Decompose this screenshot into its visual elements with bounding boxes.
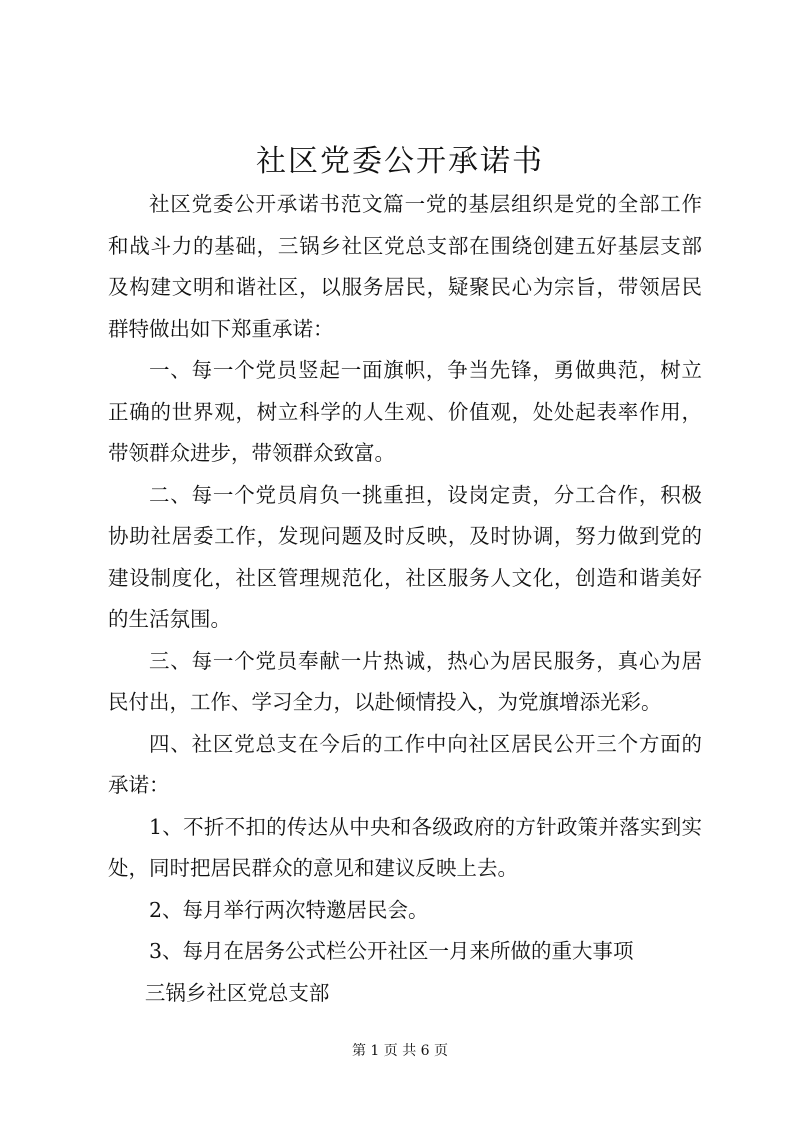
paragraph-item-4: 四、社区党总支在今后的工作中向社区居民公开三个方面的承诺： [108, 731, 702, 797]
paragraph-item-3: 三、每一个党员奉献一片热诚，热心为居民服务，真心为居民付出，工作、学习全力，以赴倾情投入，为党旗增添光彩。 [108, 648, 702, 714]
paragraph-promise-2: 2、每月举行两次特邀居民会。 [149, 897, 429, 922]
paragraph-promise-1: 1、不折不扣的传达从中央和各级政府的方针政策并落实到实处，同时把居民群众的意见和建议反映上去。 [108, 814, 702, 880]
paragraph-item-2: 二、每一个党员肩负一挑重担，设岗定责，分工合作，积极协助社居委工作，发现问题及时反映，及时协调，努力做到党的建设制度化，社区管理规范化，社区服务人文化，创造和谐美好的生活氛围。 [108, 482, 702, 631]
page-footer: 第 1 页 共 6 页 [351, 1043, 449, 1059]
paragraph-item-1: 一、每一个党员竖起一面旗帜，争当先锋，勇做典范，树立正确的世界观，树立科学的人生观、价值观，处处起表率作用，带领群众进步，带领群众致富。 [108, 358, 702, 465]
paragraph-intro: 社区党委公开承诺书范文篇一党的基层组织是党的全部工作和战斗力的基础，三锅乡社区党总支部在围绕创建五好基层支部及构建文明和谐社区，以服务居民，疑聚民心为宗旨，带领居民群特做出如下郑重承诺： [108, 192, 702, 341]
document-body [108, 184, 702, 1014]
page-title: 社区党委公开承诺书 [256, 144, 544, 179]
signature: 三锅乡社区党总支部 [144, 980, 330, 1005]
paragraph-promise-3: 3、每月在居务公式栏公开社区一月来所做的重大事项 [149, 939, 634, 963]
